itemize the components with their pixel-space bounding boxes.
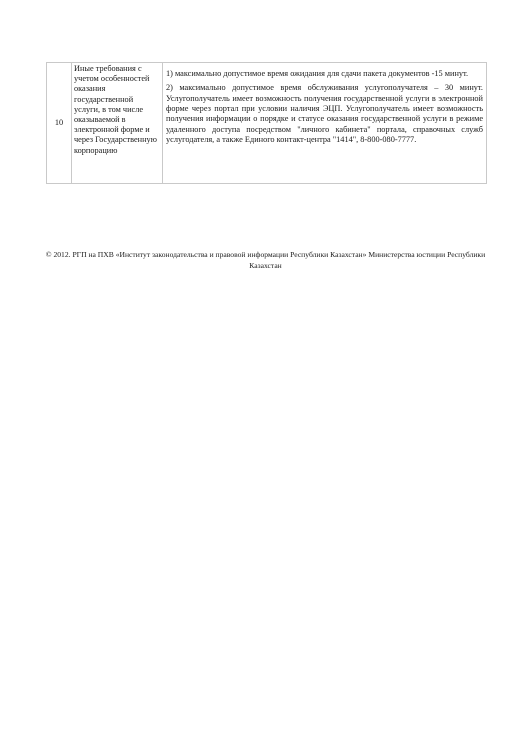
table-row (47, 63, 487, 184)
requirement-item-2: 2) максимально допустимое время обслуживания услугополучателя – 30 минут. Услугополучатель имеет возможность получения государственной услуги в электронной форме через портал при условии наличия ЭЦП. Услугополучатель имеет возможность получения информации о порядке и статусе оказания государственной услуги в режиме удаленного доступа посредством "личного кабинета" портала, справочных служб услугодателя, а также Единого контакт-центра "1414", 8-800-080-7777. (166, 83, 483, 145)
requirement-label: Иные требования с учетом особенностей оказания государственной услуги, в том числе оказываемой в электронной форме и через Государственную корпорацию (72, 63, 163, 184)
requirement-content (163, 63, 487, 184)
copyright-footer: © 2012. РГП на ПХВ «Институт законодательства и правовой информации Республики Казахстан» Министерства юстиции Республики Казахстан (45, 250, 486, 270)
requirements-table (46, 62, 487, 184)
row-number: 10 (47, 63, 72, 184)
requirement-item-1: 1) максимально допустимое время ожидания для сдачи пакета документов -15 минут. (166, 69, 469, 78)
